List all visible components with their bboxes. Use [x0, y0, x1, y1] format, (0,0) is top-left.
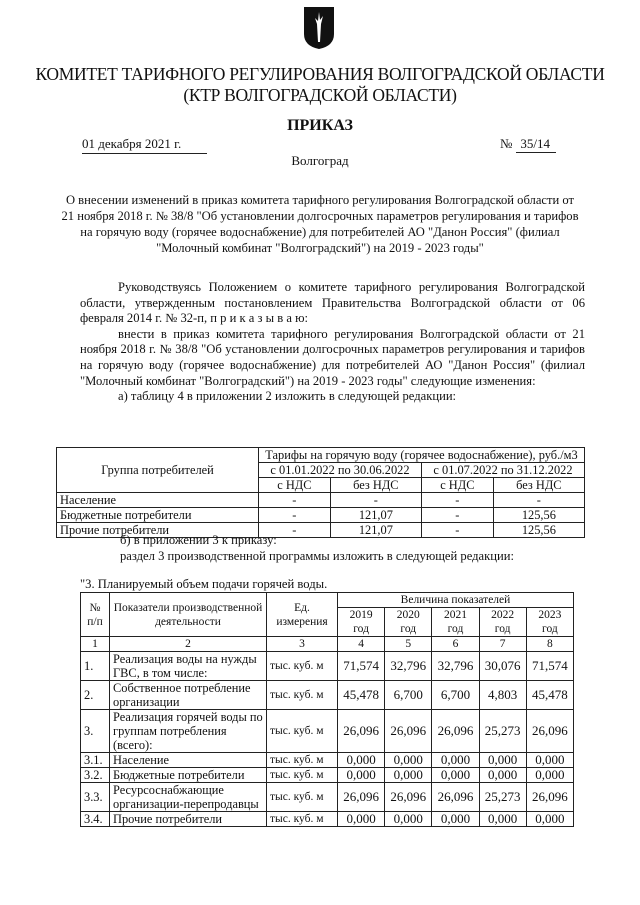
value-cell: 0,000: [338, 753, 385, 768]
tariff-cell: -: [421, 523, 493, 538]
table-caption: "3. Планируемый объем подачи горячей воды.: [80, 577, 328, 591]
table-row: [57, 508, 585, 523]
value-cell: 71,574: [338, 652, 385, 681]
header-period-1: с 01.01.2022 по 30.06.2022: [259, 463, 422, 478]
value-cell: 26,096: [338, 710, 385, 753]
city: Волгоград: [291, 153, 349, 168]
unit: тыс. куб. м: [267, 753, 338, 768]
value-cell: 32,796: [385, 652, 432, 681]
header-unit: Ед. измерения: [267, 593, 338, 637]
header-year: 2021 год: [432, 608, 479, 637]
document-body: [80, 280, 585, 405]
table-row: [81, 812, 574, 827]
tariff-cell: 121,07: [330, 523, 421, 538]
value-cell: 0,000: [432, 753, 479, 768]
unit: тыс. куб. м: [267, 710, 338, 753]
tariff-cell: 125,56: [493, 508, 584, 523]
column-number: 8: [526, 637, 573, 652]
table-row: [57, 493, 585, 508]
value-cell: 71,574: [526, 652, 573, 681]
coat-of-arms-emblem: [303, 6, 335, 50]
paragraph-item-b: б) в приложении 3 к приказу:: [120, 533, 277, 547]
value-cell: 0,000: [432, 768, 479, 783]
table-row: [81, 768, 574, 783]
value-cell: 0,000: [385, 753, 432, 768]
header-sub: без НДС: [493, 478, 584, 493]
tariff-cell: -: [330, 493, 421, 508]
header-num: № п/п: [81, 593, 110, 637]
tariff-cell: -: [421, 508, 493, 523]
org-line-2: (КТР ВОЛГОГРАДСКОЙ ОБЛАСТИ): [183, 85, 457, 105]
tariff-cell: -: [259, 508, 331, 523]
value-cell: 26,096: [338, 783, 385, 812]
column-number: 5: [385, 637, 432, 652]
value-cell: 0,000: [338, 812, 385, 827]
column-number: 6: [432, 637, 479, 652]
tariff-table: [56, 447, 585, 538]
value-cell: 6,700: [385, 681, 432, 710]
production-volume-table: [80, 592, 574, 827]
column-number: 7: [479, 637, 526, 652]
paragraph-item-a: а) таблицу 4 в приложении 2 изложить в следующей редакции:: [118, 389, 457, 404]
value-cell: 0,000: [385, 768, 432, 783]
header-sub: без НДС: [330, 478, 421, 493]
table-row: [81, 753, 574, 768]
consumer-group: Бюджетные потребители: [57, 508, 259, 523]
tariff-cell: -: [259, 493, 331, 508]
indicator-name: Бюджетные потребители: [110, 768, 267, 783]
tariff-cell: 121,07: [330, 508, 421, 523]
column-number: 4: [338, 637, 385, 652]
column-number: 1: [81, 637, 110, 652]
tariff-cell: 125,56: [493, 523, 584, 538]
organization-name: [0, 64, 640, 106]
table-row: [81, 710, 574, 753]
header-year: 2019 год: [338, 608, 385, 637]
consumer-group: Прочие потребители: [57, 523, 259, 538]
unit: тыс. куб. м: [267, 783, 338, 812]
indicator-name: Прочие потребители: [110, 812, 267, 827]
table-row: [81, 681, 574, 710]
header-group: Группа потребителей: [57, 448, 259, 493]
indicator-name: Реализация воды на нужды ГВС, в том числе:: [110, 652, 267, 681]
row-number: 3.4.: [81, 812, 110, 827]
value-cell: 0,000: [479, 812, 526, 827]
value-cell: 0,000: [526, 753, 573, 768]
indicator-name: Собственное потребление организации: [110, 681, 267, 710]
tariff-cell: -: [259, 523, 331, 538]
value-cell: 26,096: [432, 783, 479, 812]
value-cell: 32,796: [432, 652, 479, 681]
column-number: 3: [267, 637, 338, 652]
value-cell: 0,000: [526, 768, 573, 783]
table-row: [81, 652, 574, 681]
value-cell: 0,000: [479, 768, 526, 783]
header-sub: с НДС: [259, 478, 331, 493]
value-cell: 0,000: [526, 812, 573, 827]
row-number: 1.: [81, 652, 110, 681]
value-cell: 25,273: [479, 710, 526, 753]
indicator-name: Население: [110, 753, 267, 768]
tariff-cell: -: [421, 493, 493, 508]
header-year: 2020 год: [385, 608, 432, 637]
row-number: 3.: [81, 710, 110, 753]
table-row: [81, 783, 574, 812]
row-number: 2.: [81, 681, 110, 710]
value-cell: 26,096: [385, 710, 432, 753]
header-tariff: Тарифы на горячую воду (горячее водоснабжение), руб./м3: [259, 448, 585, 463]
document-subject: О внесении изменений в приказ комитета тарифного регулирования Волгоградской области от 21 ноября 2018 г. № 38/8 "Об установлении долгосрочных параметров регулирования и тарифов на горячую воду (горячее водоснабжение) для потребителей АО "Данон Россия" (филиал "Молочный комбинат "Волгоградский") на 2019 - 2023 годы": [61, 193, 579, 255]
value-cell: 4,803: [479, 681, 526, 710]
value-cell: 26,096: [432, 710, 479, 753]
document-type: ПРИКАЗ: [287, 117, 353, 134]
tariff-cell: -: [493, 493, 584, 508]
value-cell: 26,096: [526, 710, 573, 753]
header-sub: с НДС: [421, 478, 493, 493]
header-period-2: с 01.07.2022 по 31.12.2022: [421, 463, 584, 478]
number-value: 35/14: [516, 136, 556, 153]
paragraph-section-3: раздел 3 производственной программы изложить в следующей редакции:: [120, 549, 514, 563]
value-cell: 25,273: [479, 783, 526, 812]
document-date: 01 декабря 2021 г.: [82, 136, 207, 154]
row-number: 3.1.: [81, 753, 110, 768]
number-label: №: [500, 136, 513, 151]
item-b: [120, 532, 514, 564]
indicator-name: Реализация горячей воды по группам потребления (всего):: [110, 710, 267, 753]
unit: тыс. куб. м: [267, 681, 338, 710]
header-values: Величина показателей: [338, 593, 574, 608]
value-cell: 6,700: [432, 681, 479, 710]
consumer-group: Население: [57, 493, 259, 508]
value-cell: 0,000: [479, 753, 526, 768]
value-cell: 26,096: [385, 783, 432, 812]
unit: тыс. куб. м: [267, 768, 338, 783]
value-cell: 45,478: [526, 681, 573, 710]
value-cell: 26,096: [526, 783, 573, 812]
unit: тыс. куб. м: [267, 652, 338, 681]
unit: тыс. куб. м: [267, 812, 338, 827]
value-cell: 30,076: [479, 652, 526, 681]
row-number: 3.3.: [81, 783, 110, 812]
paragraph-changes: внести в приказ комитета тарифного регулирования Волгоградской области от 21 ноября 2018 г. № 38/8 "Об установлении долгосрочных параметров регулирования и тарифов на горячую воду (горячее водоснабжение) для потребителей АО "Данон Россия" (филиал "Молочный комбинат "Волгоградский") на 2019 - 2023 годы" следующие изменения:: [80, 326, 585, 388]
column-number: 2: [110, 637, 267, 652]
paragraph-basis: Руководствуясь Положением о комитете тарифного регулирования Волгоградской области, утвержденным постановлением Правительства Волгоградской области от 06 февраля 2014 г. № 32-п, п р и к а з ы в а ю:: [80, 280, 585, 326]
indicator-name: Ресурсоснабжающие организации-перепродавцы: [110, 783, 267, 812]
document-number: [500, 136, 556, 152]
value-cell: 0,000: [385, 812, 432, 827]
row-number: 3.2.: [81, 768, 110, 783]
value-cell: 0,000: [432, 812, 479, 827]
header-year: 2022 год: [479, 608, 526, 637]
header-indicator: Показатели производственной деятельности: [110, 593, 267, 637]
value-cell: 45,478: [338, 681, 385, 710]
value-cell: 0,000: [338, 768, 385, 783]
header-year: 2023 год: [526, 608, 573, 637]
org-line-1: КОМИТЕТ ТАРИФНОГО РЕГУЛИРОВАНИЯ ВОЛГОГРАДСКОЙ ОБЛАСТИ: [35, 64, 605, 84]
